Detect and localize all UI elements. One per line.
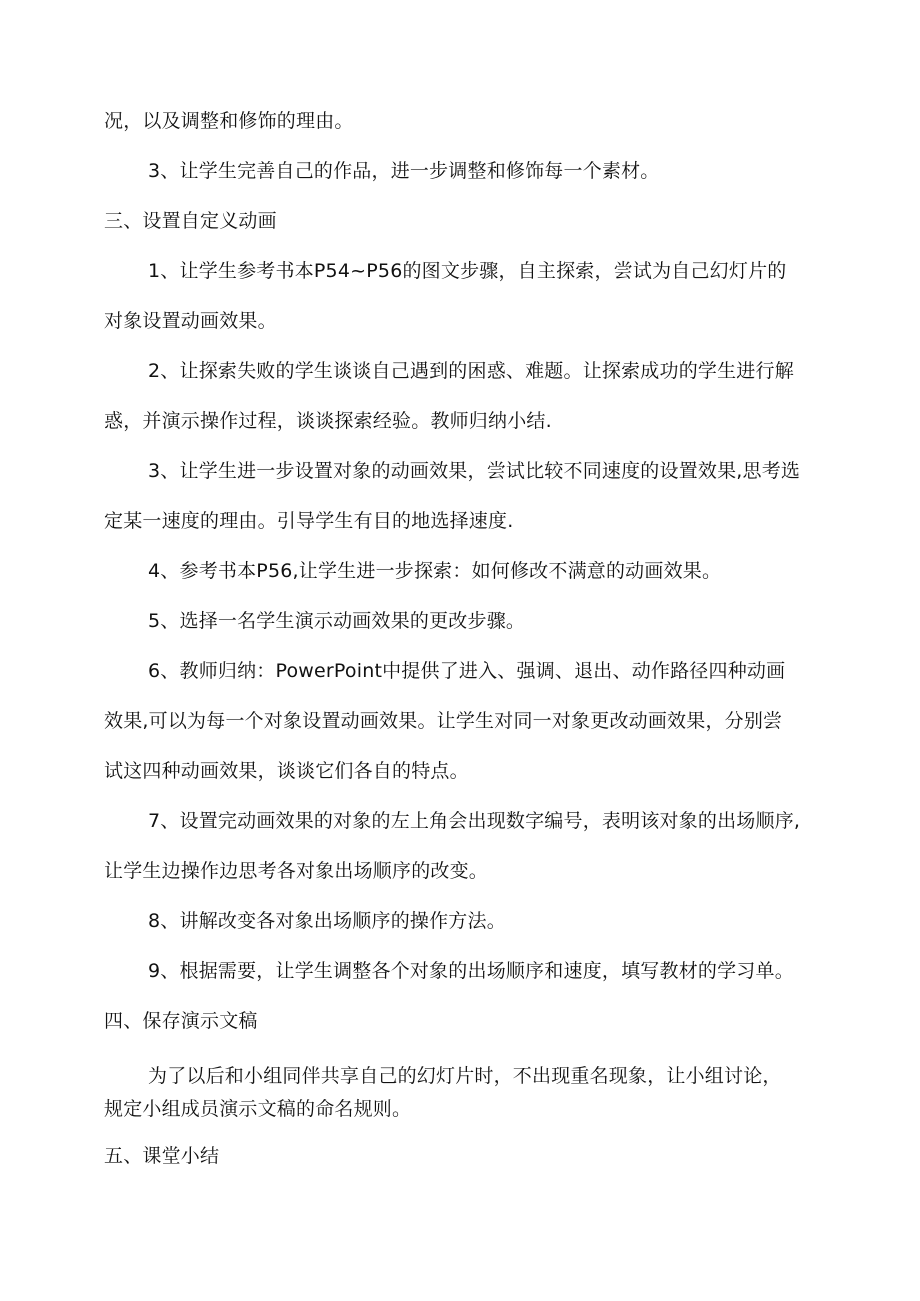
save-paragraph: 为了以后和小组同伴共享自己的幻灯片时，不出现重名现象，让小组讨论， bbox=[148, 1065, 782, 1087]
section-heading-custom-animation: 三、设置自定义动画 bbox=[104, 210, 277, 232]
step-1-explore-animation: 1、让学生参考书本P54~P56的图文步骤，自主探索，尝试为自己幻灯片的 bbox=[148, 260, 787, 282]
step-4-modify-animation: 4、参考书本P56,让学生进一步探索：如何修改不满意的动画效果。 bbox=[148, 560, 722, 582]
step-5-demo-change: 5、选择一名学生演示动画效果的更改步骤。 bbox=[148, 610, 526, 632]
text-line-continuation: 况，以及调整和修饰的理由。 bbox=[104, 110, 354, 132]
step-7-order-numbers: 7、设置完动画效果的对象的左上角会出现数字编号，表明该对象的出场顺序, bbox=[148, 810, 801, 832]
step-6-summary: 6、教师归纳：PowerPoint中提供了进入、强调、退出、动作路径四种动画 bbox=[148, 660, 786, 682]
save-paragraph-cont: 规定小组成员演示文稿的命名规则。 bbox=[104, 1098, 412, 1120]
section-heading-class-summary: 五、课堂小结 bbox=[104, 1145, 220, 1167]
section-heading-save-presentation: 四、保存演示文稿 bbox=[104, 1010, 258, 1032]
step-6-summary-cont-1: 效果,可以为每一个对象设置动画效果。让学生对同一对象更改动画效果，分别尝 bbox=[104, 710, 783, 732]
step-2-discuss-difficulties: 2、让探索失败的学生谈谈自己遇到的困惑、难题。让探索成功的学生进行解 bbox=[148, 360, 794, 382]
step-3-animation-speed: 3、让学生进一步设置对象的动画效果，尝试比较不同速度的设置效果,思考选 bbox=[148, 460, 801, 482]
step-8-explain-order: 8、讲解改变各对象出场顺序的操作方法。 bbox=[148, 910, 506, 932]
step-3-refine-work: 3、让学生完善自己的作品，进一步调整和修饰每一个素材。 bbox=[148, 160, 660, 182]
step-2-discuss-difficulties-cont: 惑，并演示操作过程，谈谈探索经验。教师归纳小结. bbox=[104, 410, 552, 432]
step-6-summary-cont-2: 试这四种动画效果，谈谈它们各自的特点。 bbox=[104, 760, 469, 782]
step-9-adjust-order-speed: 9、根据需要，让学生调整各个对象的出场顺序和速度，填写教材的学习单。 bbox=[148, 960, 794, 982]
step-3-animation-speed-cont: 定某一速度的理由。引导学生有目的地选择速度. bbox=[104, 510, 514, 532]
step-7-order-numbers-cont: 让学生边操作边思考各对象出场顺序的改变。 bbox=[104, 860, 489, 882]
step-1-explore-animation-cont: 对象设置动画效果。 bbox=[104, 310, 277, 332]
